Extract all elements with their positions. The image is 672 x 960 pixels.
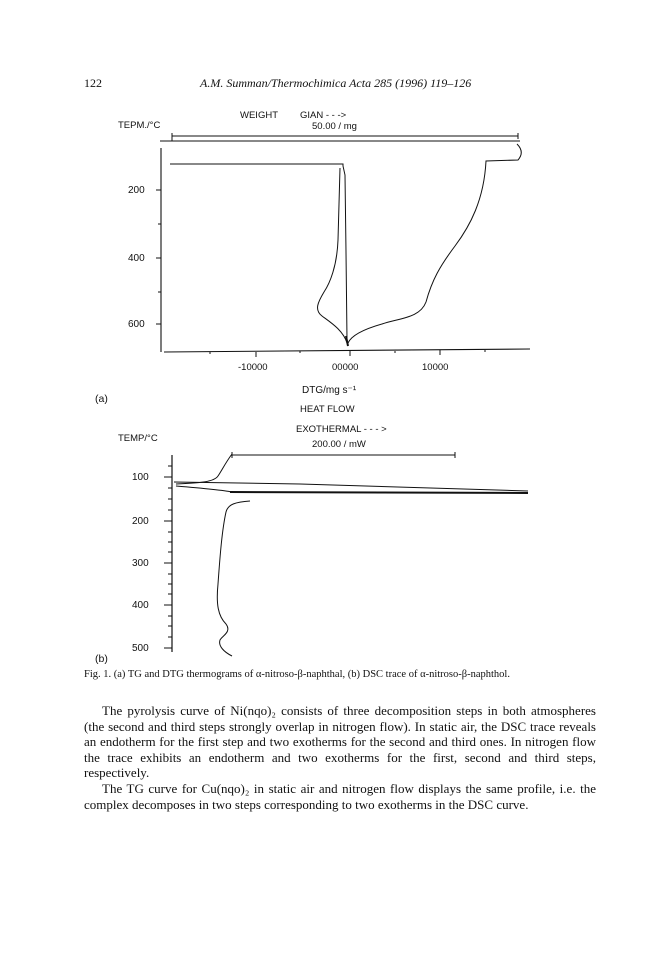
y-tick-label-600: 600 (128, 319, 145, 330)
scale-bar-b (232, 452, 455, 458)
running-title: A.M. Summan/Thermochimica Acta 285 (1996) 119–126 (200, 76, 472, 90)
panel-label-b: (b) (95, 653, 108, 665)
body-text (84, 703, 596, 812)
scale-label-a: 50.00 / mg (312, 121, 357, 132)
y-ticks-b (164, 466, 172, 648)
dsc-lower-trace (217, 501, 250, 656)
y-tick-label-400b: 400 (132, 600, 149, 611)
legend-exothermal: EXOTHERMAL - - - > (296, 424, 387, 435)
dsc-thick-line (230, 492, 528, 493)
y-tick-label-100: 100 (132, 472, 149, 483)
scale-label-b: 200.00 / mW (312, 439, 366, 450)
y-tick-label-200b: 200 (132, 516, 149, 527)
figure-caption: Fig. 1. (a) TG and DTG thermograms of α-nitroso-β-naphthal, (b) DSC trace of α-nitroso-β-naphthol. (84, 669, 510, 680)
paragraph-1: The pyrolysis curve of Ni(nqo)₂ consists of three decomposition steps in both atmospheres (the second and third steps strongly overlap in nitrogen flow). In static air, the DSC trace reveals an endotherm for the first step and two exotherms for the second and third ones. In nitrogen flow the trace exhibits an endotherm and two exotherms for the first, second and third steps, respectively. (84, 703, 596, 781)
dtg-curve (318, 144, 522, 343)
y-tick-label-500: 500 (132, 643, 149, 654)
x-axis-a (164, 349, 530, 352)
y-tick-label-200: 200 (128, 185, 145, 196)
x-tick-label-neg: -10000 (238, 362, 268, 373)
panel-label-a: (a) (95, 393, 108, 405)
x-tick-label-zero: 00000 (332, 362, 359, 373)
y-axis-label-a: TEPM./°C (118, 120, 161, 131)
legend-gain: GIAN - - -> (300, 110, 347, 121)
y-tick-label-300: 300 (132, 558, 149, 569)
legend-weight: WEIGHT (240, 110, 278, 121)
y-ticks-a (156, 190, 161, 324)
tg-curve (170, 164, 347, 340)
paragraph-2: The TG curve for Cu(nqo)₂ in static air and nitrogen flow displays the same profile, i.e. the complex decomposes in two steps corresponding to two exotherms in the DSC curve. (84, 780, 596, 812)
scale-bar-a (172, 133, 518, 141)
dsc-baseline (174, 482, 528, 491)
figure-b (95, 404, 528, 665)
dtg-baseline-mark (346, 336, 348, 346)
page-number: 122 (84, 76, 102, 90)
figure-a (95, 110, 530, 405)
x-axis-label-a: DTG/mg s⁻¹ (302, 385, 357, 396)
y-tick-label-400: 400 (128, 253, 145, 264)
legend-heat-flow: HEAT FLOW (300, 404, 355, 415)
y-axis-label-b: TEMP/°C (118, 433, 158, 444)
dsc-endotherm-peak (176, 454, 232, 492)
x-tick-label-pos: 10000 (422, 362, 449, 373)
